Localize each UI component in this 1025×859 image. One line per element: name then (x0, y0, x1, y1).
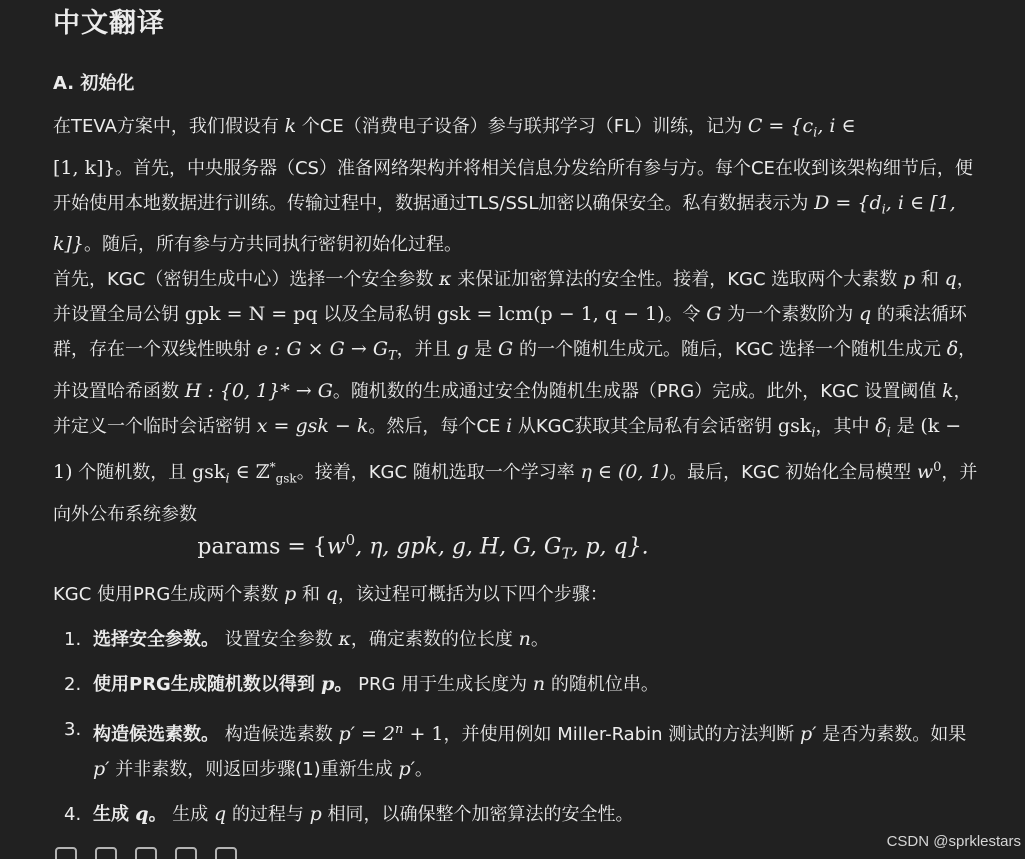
list-item: 4. 生成 q。 生成 q 的过程与 p 相同，以确保整个加密算法的安全性。 (64, 803, 634, 825)
paragraph-prg: KGC 使用PRG生成两个素数 p 和 q，该过程可概括为以下四个步骤： (53, 583, 608, 605)
list-item: 1. 选择安全参数。 设置安全参数 κ，确定素数的位长度 n。 (64, 628, 549, 650)
message-actions (55, 847, 237, 859)
thumbs-down-icon[interactable] (135, 847, 157, 859)
section-title: A. 初始化 (53, 73, 135, 94)
list-item: 3. 构造候选素数。 构造候选素数 $p' = 2^n + 1$，并使用例如 Miller-Rabin 测试的方法判断 p′ 是否为素数。如果 p′ 并非素数，则返回步骤(1)重新生成 p′。 (64, 719, 967, 780)
paragraph-setup: 在TEVA方案中，我们假设有 k 个CE（消费电子设备）参与联邦学习（FL）训练，记为 $C = \{c_i$, i ∈ [1, k]}。首先，中央服务器（CS）准备网络架构并将相关信息分发给所有参与方。每个CE在收到该架构细节后，便开始使用本地数据进行训练。传输过程中，数据通过TLS/SSL加密以确保安全。私有数据表示为 $D = \{d_i$, i ∈ [1, k]}。随后，所有参与方共同执行密钥初始化过程。 (53, 115, 973, 256)
list-item: 2. 使用PRG生成随机数以得到 p。 PRG 用于生成长度为 n 的随机位串。 (64, 673, 659, 695)
paragraph-kgc: 首先，KGC（密钥生成中心）选择一个安全参数 κ 来保证加密算法的安全性。接着，KGC 选取两个大素数 p 和 q，并设置全局公钥 gpk = N = pq 以及全局私钥 gsk = lcm(p − 1, q − 1)。令 G 为一个素数阶为 q 的乘法循环群，存在一个双线性映射 e : $G \times G \to G_T$，并且 g 是 G 的一个随机生成元。随后，KGC 选择一个随机生成元 δ，并设置哈希函数 H : {0, 1}* → G。随机数的生成通过安全伪随机生成器（PRG）完成。此外，KGC 设置阈值 k，并定义一个临时会话密钥 x = gsk − k。然后，每个CE i 从KGC获取其全局私有会话密钥 gsk$_i$，其中 $\delta_i$ 是 (k − 1) 个随机数，且 gsk$_i$ ∈ ℤ*$_{gsk}$。接着，KGC 随机选取一个学习率 η ∈ (0, 1)。最后，KGC 初始化全局模型 $w^0$，并向外公布系统参数 (53, 268, 978, 525)
steps-list (53, 622, 978, 832)
regenerate-icon[interactable] (215, 847, 237, 859)
watermark: CSDN @sprklestars (886, 833, 1021, 850)
page-title: 中文翻译 (53, 8, 165, 39)
thumbs-up-icon[interactable] (95, 847, 117, 859)
params-formula: params = {$w^0$, η, gpk, g, H, G, $G_T$, p, q}. (197, 531, 649, 563)
speaker-icon[interactable] (175, 847, 197, 859)
copy-icon[interactable] (55, 847, 77, 859)
